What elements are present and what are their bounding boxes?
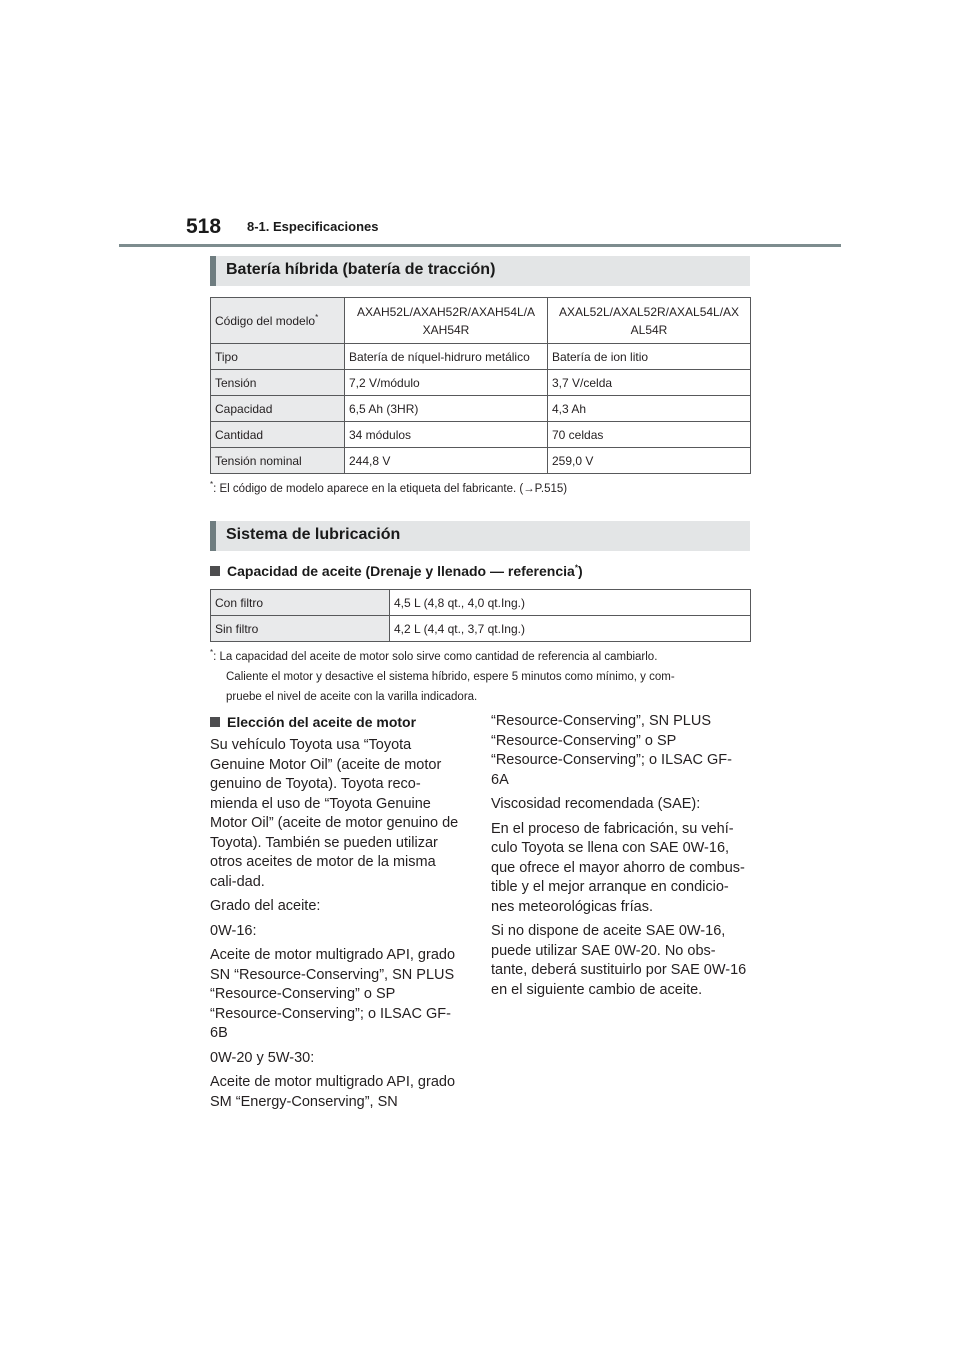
model-code-b-cell [548,298,751,344]
paragraph: 0W-20 y 5W-30: [210,1049,315,1066]
row-value-a: 7,2 V/módulo [345,370,548,396]
row-label: Tipo [211,344,345,370]
table-row [211,298,751,344]
paragraph: Grado del aceite: [210,898,321,914]
oil-capacity-heading-end: ) [577,563,583,579]
row-value-a: 244,8 V [345,448,548,474]
row-value-a: Batería de níquel-hidruro metálico [345,344,548,370]
footnote-marker: * [574,563,578,573]
table-row [211,616,751,642]
oil-note-line3: pruebe el nivel de aceite con la varilla indicadora. [226,691,478,703]
oil-capacity-heading-text: Capacidad de aceite (Drenaje y llenado — referencia [227,563,575,579]
oil-choice-heading [210,714,416,730]
oil-choice-heading-text: Elección del aceite de motor [227,714,417,730]
square-bullet-icon [210,717,220,727]
paragraph: Aceite de motor multigrado API, grado SM “Energy-Conserving”, SN [210,1074,456,1110]
battery-spec-table [210,297,751,474]
model-code-label: Código del modelo [215,313,316,328]
oil-capacity-heading [210,563,583,579]
row-label: Capacidad [211,396,345,422]
oil-capacity-footnote [210,647,675,707]
left-column [210,736,466,1117]
row-label: Sin filtro [211,616,390,642]
model-code-b-line2: AL54R [630,322,668,337]
footnote-marker: * [315,312,319,322]
row-value-a: 6,5 Ah (3HR) [345,396,548,422]
row-label: Con filtro [211,590,390,616]
battery-section-title: Batería híbrida (batería de tracción) [226,261,496,278]
footnote-marker: * [210,480,214,490]
model-code-a-line1: AXAH52L/AXAH52R/AXAH54L/A [356,304,536,319]
row-label: Tensión nominal [211,448,345,474]
paragraph: “Resource-Conserving”, SN PLUS “Resource-Conserving” o SP “Resource-Conserving”; o ILSAC GF-6A [491,713,732,788]
table-row [211,422,751,448]
row-value: 4,2 L (4,4 qt., 3,7 qt.Ing.) [390,616,751,642]
paragraph: En el proceso de fabricación, su vehí-culo Toyota se llena con SAE 0W-16, que ofrece el mayor ahorro de combus-tible y el mejor arranque en condicio-nes meteorológicas frías. [491,820,745,915]
battery-footnote-text: : El código de modelo aparece en la etiqueta del fabricante. (→P.515) [213,483,568,495]
header-rule [119,244,841,247]
row-label: Tensión [211,370,345,396]
table-row [211,396,751,422]
row-value-b: Batería de ion litio [548,344,751,370]
table-row [211,448,751,474]
oil-note-line1: : La capacidad del aceite de motor solo sirve como cantidad de referencia al cambiarlo. [213,651,658,663]
row-value-b: 259,0 V [548,448,751,474]
row-value-b: 4,3 Ah [548,396,751,422]
row-value-b: 3,7 V/celda [548,370,751,396]
paragraph: 0W-16: [210,922,257,939]
paragraph: Su vehículo Toyota usa “Toyota Genuine Motor Oil” (aceite de motor genuino de Toyota). Toyota reco-mienda el uso de “Toyota Genuine Motor Oil” (aceite de motor genuino de Toyota). También se pueden utilizar otros aceites de motor de la misma cali-dad. [210,737,459,890]
paragraph: Viscosidad recomendada (SAE): [491,796,701,812]
row-value: 4,5 L (4,8 qt., 4,0 qt.Ing.) [390,590,751,616]
lubrication-section-heading [210,521,750,551]
oil-capacity-table [210,589,751,642]
model-code-b-line1: AXAL52L/AXAL52R/AXAL54L/AX [558,304,740,319]
page-number: 518 [186,215,222,238]
model-code-a-cell [345,298,548,344]
paragraph: Aceite de motor multigrado API, grado SN “Resource-Conserving”, SN PLUS “Resource-Conserving” o SP “Resource-Conserving”; o ILSAC GF-6B [210,947,456,1041]
paragraph: Si no dispone de aceite SAE 0W-16, puede utilizar SAE 0W-20. No obs-tante, deberá sustituirlo por SAE 0W-16 en el siguiente cambio de aceite. [491,923,747,998]
row-value-b: 70 celdas [548,422,751,448]
battery-section-heading [210,256,750,286]
battery-footnote [210,479,567,499]
footnote-marker: * [210,648,214,658]
chapter-title: 8-1. Especificaciones [247,219,379,234]
row-value-a: 34 módulos [345,422,548,448]
table-row [211,344,751,370]
square-bullet-icon [210,566,220,576]
model-code-a-line2: XAH54R [422,322,470,337]
right-column [491,712,747,1005]
model-code-label-cell [211,298,345,344]
row-label: Cantidad [211,422,345,448]
lubrication-section-title: Sistema de lubricación [226,526,401,543]
table-row [211,370,751,396]
oil-note-line2: Caliente el motor y desactive el sistema híbrido, espere 5 minutos como mínimo, y com- [226,671,675,683]
table-row [211,590,751,616]
